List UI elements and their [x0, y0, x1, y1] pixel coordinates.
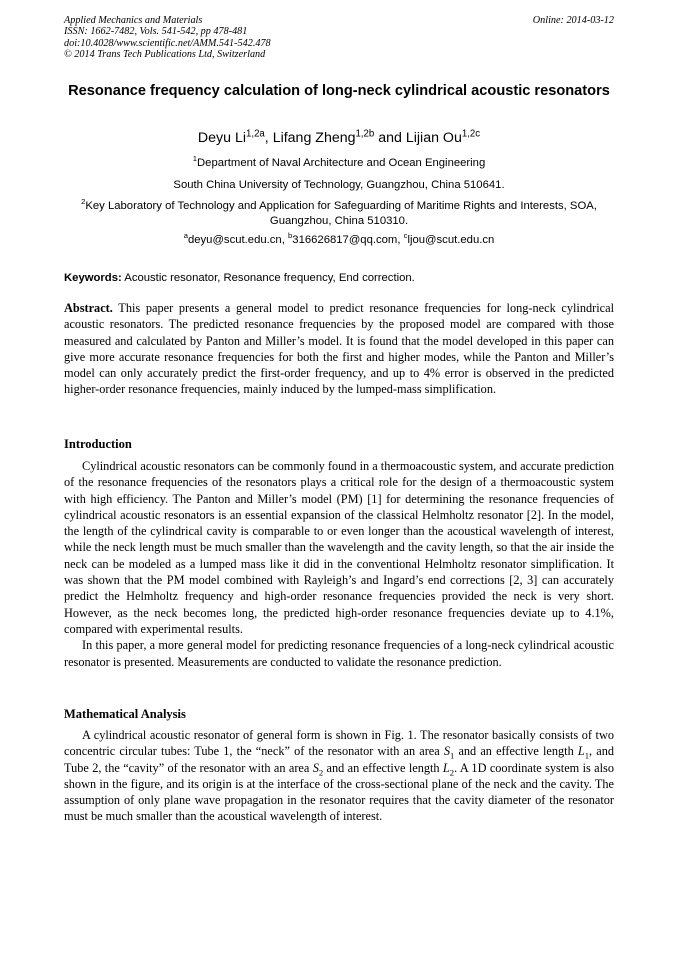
affiliation-1 [64, 156, 614, 171]
text-run: and an effective length [454, 744, 578, 759]
affiliation-mark: 1 [192, 154, 198, 164]
doi-line: doi:10.4028/www.scientific.net/AMM.541-542.478 [64, 37, 271, 49]
email-separator: , [397, 234, 404, 246]
introduction-paragraph-2: In this paper, a more general model for predicting resonance frequencies of a long-neck cylindrical acoustic resonator is presented. Measurements are conducted to validate the resonance prediction. [64, 638, 614, 669]
text-run: , and Tube 2, the “cavity” of the resonator with an area [64, 744, 614, 775]
journal-header [64, 15, 614, 61]
email-link[interactable]: deyu@scut.edu.cn [187, 234, 282, 246]
author-list [64, 129, 614, 147]
affiliation-1-line-2: South China University of Technology, Guangzhou, China 510641. [173, 179, 505, 191]
math-paragraph-1 [64, 727, 614, 825]
introduction-paragraph-1: Cylindrical acoustic resonators can be commonly found in a thermoacoustic system, and accurate prediction of the resonance frequencies of the resonators plays a critical role for the design of a thermoacoustic system with high efficiency. The Panton and Miller’s model (PM) [1] for determining the resonance frequencies of cylindrical acoustic resonators is an essential expansion of the classical Helmholtz resonator [2]. In the model, the length of the cylindrical cavity is comparable to or even longer than the acoustical wavelength of interest, while the neck length must be much smaller than the wavelength and the cavity length, so that the air inside the neck can be modeled as a lumped mass like it did in the conventional Helmholtz resonator simplification. It was shown that the PM model combined with Rayleigh’s and Ingard’s end corrections [2, 3] can accurately predict the Helmholtz frequency and high-order resonance frequencies provided the neck is very short. However, as the neck becomes long, the predicted high-order resonance frequencies deviate up to 4.1%, compared with experimental results. [64, 459, 615, 636]
affiliation-1-line-1: Department of Naval Architecture and Ocean Engineering [197, 157, 486, 169]
introduction-section [64, 458, 614, 670]
email-mark: c [403, 231, 408, 241]
keywords-text: Acoustic resonator, Resonance frequency, End correction. [121, 272, 415, 284]
paper-title: Resonance frequency calculation of long-neck cylindrical acoustic resonators [68, 83, 610, 99]
subscript: 1 [584, 750, 590, 761]
keywords-label: Keywords: [64, 272, 122, 284]
text-run: and an effective length [323, 760, 443, 775]
affiliation-mark: 2 [81, 197, 86, 207]
email-mark: b [288, 231, 293, 241]
email-mark: a [183, 231, 188, 241]
mathematical-analysis-section [64, 727, 614, 825]
email-separator: , [281, 234, 288, 246]
author-separator: and [374, 130, 406, 146]
copyright-line: © 2014 Trans Tech Publications Ltd, Switzerland [64, 49, 266, 61]
online-date: Online: 2014-03-12 [532, 15, 614, 26]
symbol-l: L [442, 760, 450, 775]
author-name: Deyu Li [197, 130, 247, 146]
affiliation-2 [64, 199, 614, 229]
section-heading-mathematical-analysis: Mathematical Analysis [64, 707, 186, 721]
author-affiliation-mark: 1,2c [461, 128, 481, 140]
text-run: . A 1D coordinate system is also shown in the figure, and its origin is at the interface of the cross-sectional plane of the neck and the cavity. The assumption of only plane wave propagation in the resonator requires that the cavity diameter of the resonator must be much smaller than the acoustical wavelength of interest. [64, 760, 614, 824]
issn-line: ISSN: 1662-7482, Vols. 541-542, pp 478-481 [64, 26, 248, 38]
abstract-text: This paper presents a general model to predict resonance frequencies for long-neck cylindrical acoustic resonators. The predicted resonance frequencies by the proposed model are compared with those measured and calculated by Panton and Miller’s model. It is found that the model developed in this paper can give more accurate resonance frequencies for both the first and higher modes, while the Panton and Miller’s model can only accurately predict the first-order frequency, and up to 4% error is observed in the predicted higher-order resonance frequencies, mainly induced by the lumped-mass simplification. [64, 301, 614, 397]
author-name: Lifang Zheng [272, 130, 356, 146]
author-separator: , [264, 130, 273, 146]
author-name: Lijian Ou [405, 130, 462, 146]
symbol-l: L [577, 744, 585, 759]
subscript: 2 [318, 767, 324, 778]
email-link[interactable]: ljou@scut.edu.cn [407, 234, 495, 246]
author-affiliation-mark: 1,2b [355, 128, 375, 140]
author-emails [64, 233, 614, 248]
abstract-label: Abstract. [64, 301, 113, 315]
journal-name: Applied Mechanics and Materials [64, 15, 203, 26]
symbol-s: S [443, 744, 450, 759]
affiliation-2-text: Key Laboratory of Technology and Application for Safeguarding of Maritime Rights and Interests, SOA, Guangzhou, China 510310. [85, 200, 597, 227]
subscript: 2 [449, 767, 455, 778]
section-heading-introduction: Introduction [64, 437, 132, 451]
email-link[interactable]: 316626817@qq.com [292, 234, 398, 246]
subscript: 1 [450, 750, 455, 761]
abstract [64, 300, 614, 398]
symbol-s: S [312, 760, 319, 775]
author-affiliation-mark: 1,2a [246, 128, 265, 140]
text-run: A cylindrical acoustic resonator of general form is shown in Fig. 1. The resonator basically consists of two concentric circular tubes: Tube 1, the “neck” of the resonator with an area [64, 728, 614, 759]
keywords [64, 271, 614, 286]
